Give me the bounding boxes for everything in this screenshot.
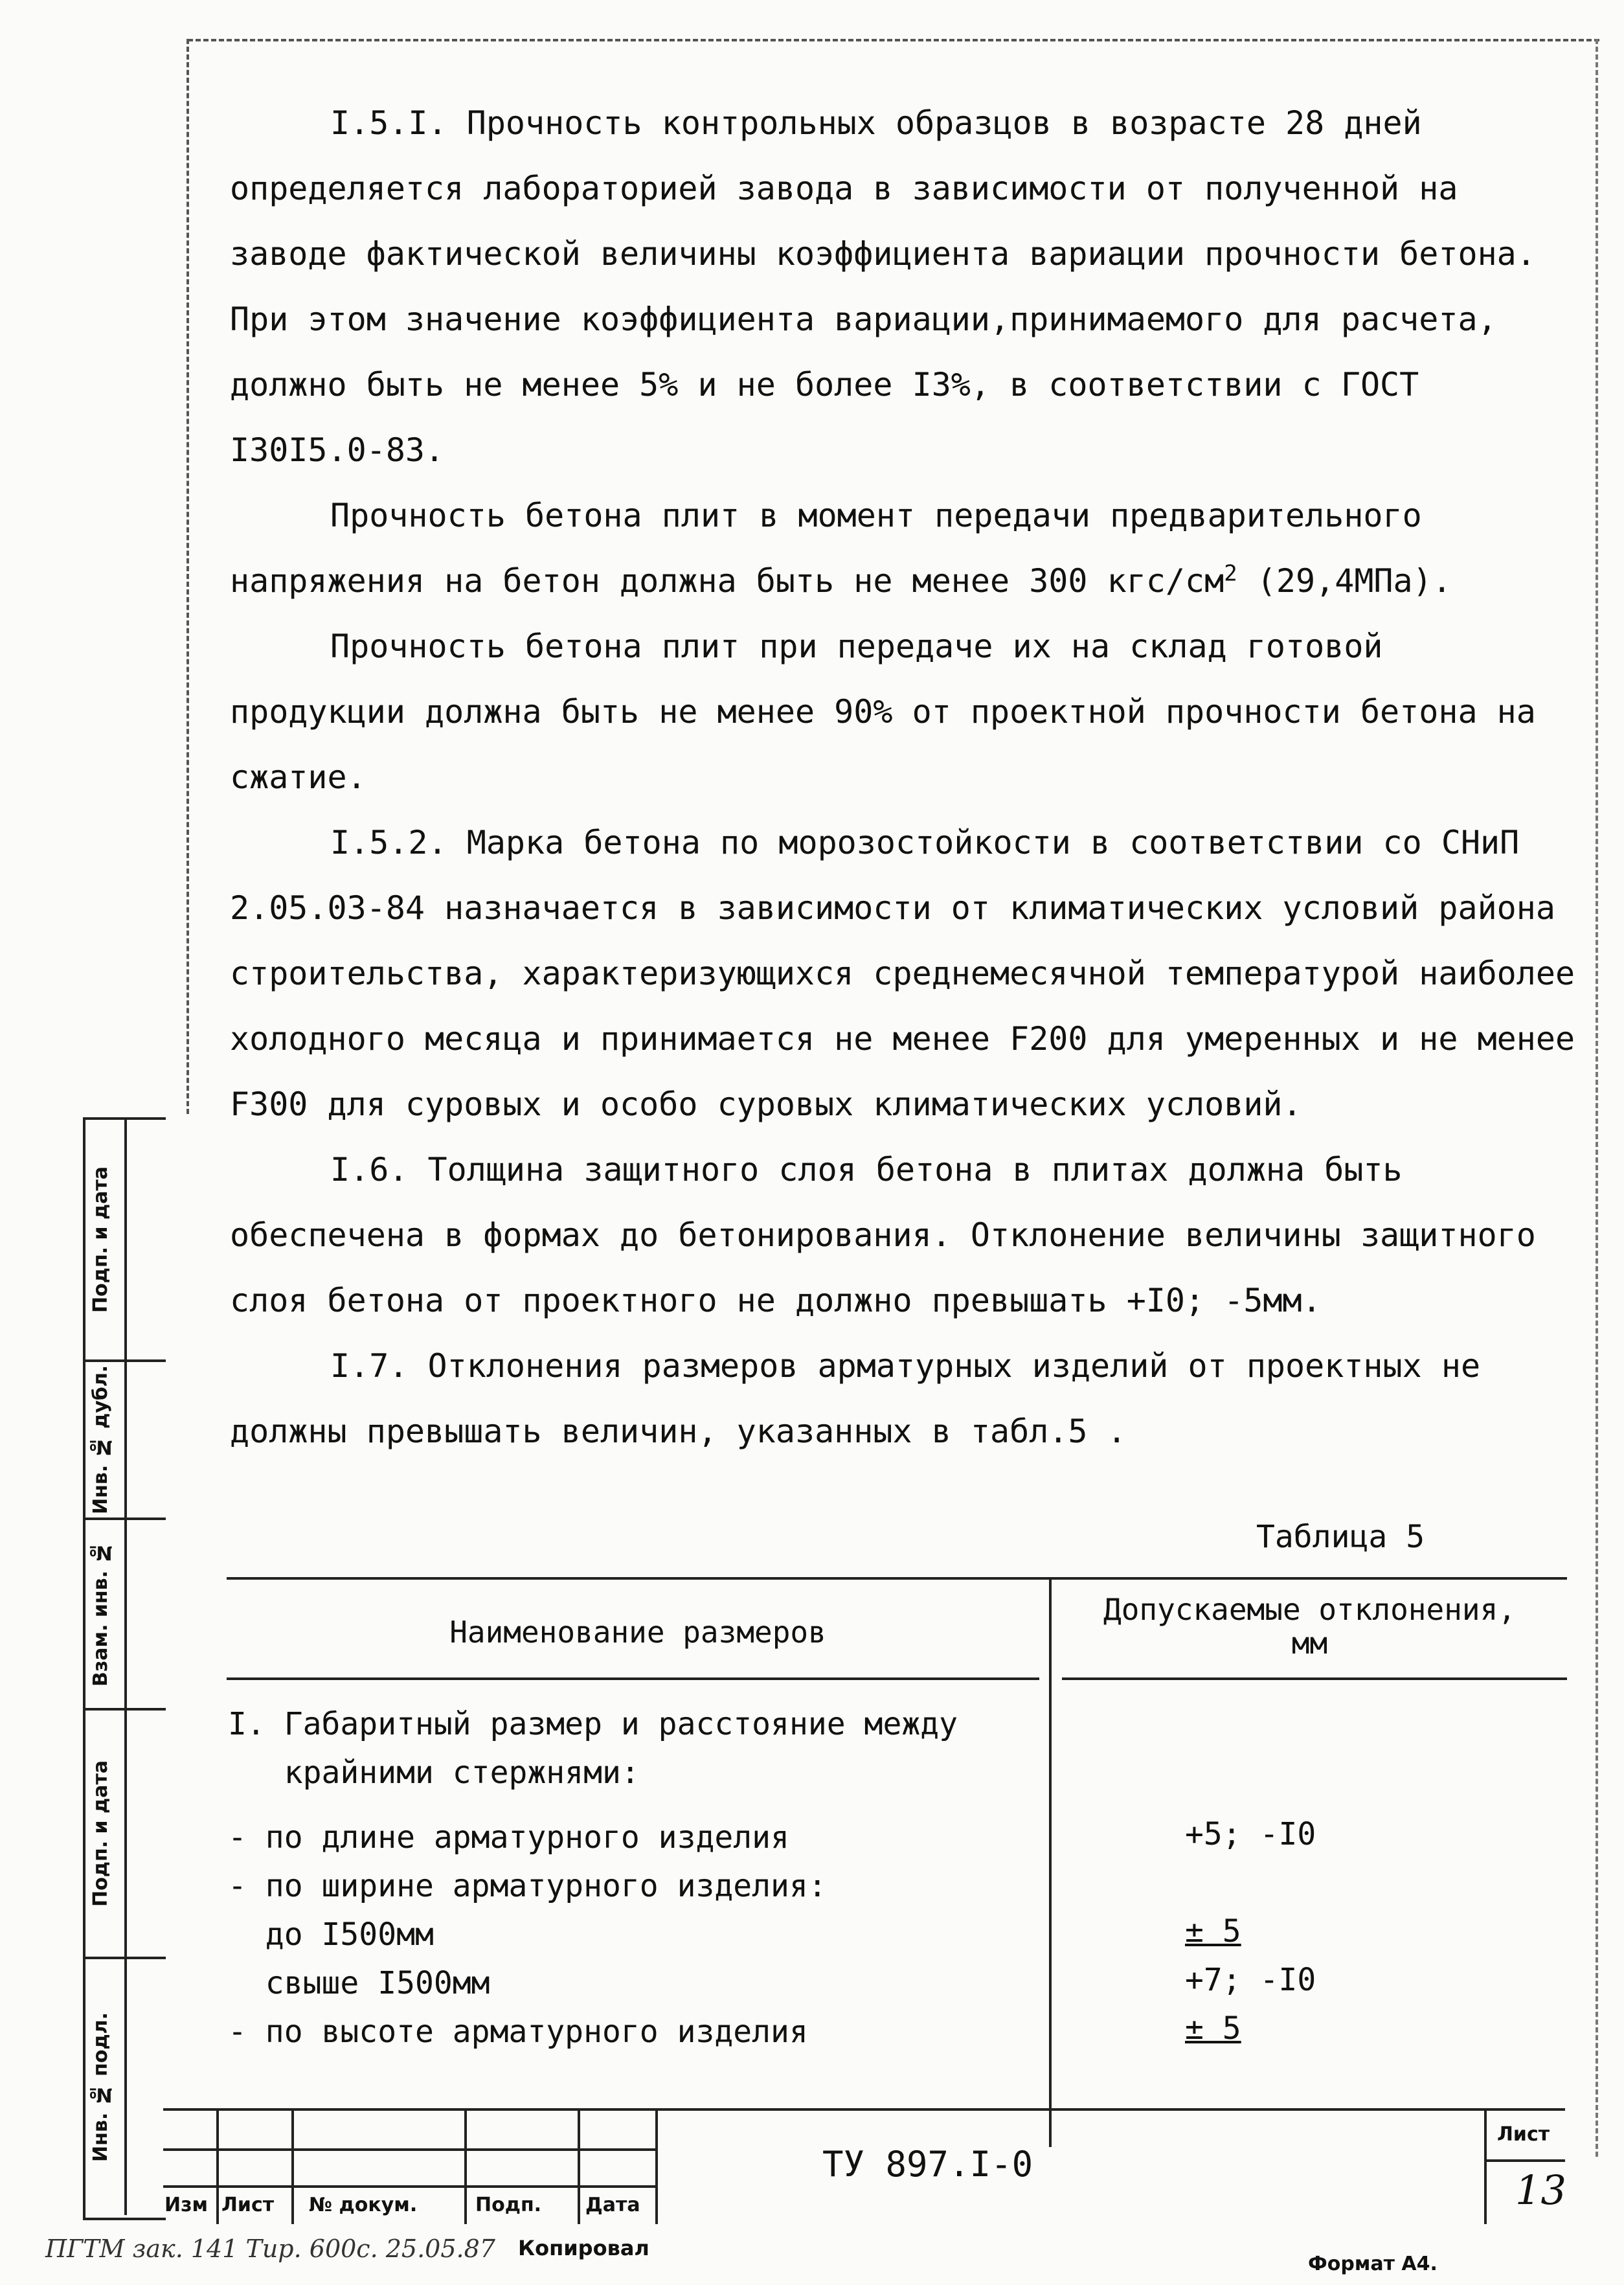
title-block-col-label: Лист <box>221 2194 275 2216</box>
margin-cell-label: Подп. и дата <box>89 1760 112 1907</box>
table-row-label: - по высоте арматурного изделия <box>228 2014 808 2050</box>
table-row-label: I. Габаритный размер и расстояние между <box>228 1706 958 1742</box>
paragraph-1-5-1: I.5.I. Прочность контрольных образцов в возрасте 28 дней определяется лабораторией завода в зависимости от полученной на заводе фактической величины коэффициента вариации прочности бетона. При этом значение коэффициента вариации,принимаемого для расчета, должно быть не менее 5% и не более I3%, в соответствии с ГОСТ I30I5.0-83. <box>230 104 1536 469</box>
title-block-col-label: Изм <box>164 2194 209 2216</box>
frame-top-border <box>188 39 1599 41</box>
table-top-rule <box>227 1577 1567 1580</box>
margin-cell-label: Инв. № подл. <box>89 2012 112 2163</box>
paragraph-1-5-2: I.5.2. Марка бетона по морозостойкости в соответствии со СНиП 2.05.03-84 назначается в зависимости от климатических условий района строительства, характеризующихся среднемесячной температурой наиболее холодного месяца и принимается не менее F200 для умеренных и не менее F300 для суровых и особо суровых климатических условий. <box>230 824 1575 1123</box>
body-text <box>230 91 1577 1464</box>
paragraph-1-6: I.6. Толщина защитного слоя бетона в плитах должна быть обеспечена в формах до бетонирования. Отклонение величины защитного слоя бетона от проектного не должно превышать +I0; -5мм. <box>230 1151 1536 1319</box>
margin-cell <box>85 1362 166 1520</box>
table-header-col1: Наименование размеров <box>449 1615 826 1650</box>
table-row-value: +5; -I0 <box>1185 1816 1316 1852</box>
paragraph-1-7: I.7. Отклонения размеров арматурных изделий от проектных не должны превышать величин, указанных в табл.5 . <box>230 1347 1481 1450</box>
title-block-col-label: Подп. <box>475 2194 542 2216</box>
table-caption: Таблица 5 <box>1256 1519 1425 1555</box>
document-code: ТУ 897.I-0 <box>822 2144 1033 2185</box>
table-header-rule-right <box>1062 1677 1567 1680</box>
frame-left-border <box>186 39 189 1114</box>
paragraph-transfer-strength-text: Прочность бетона плит в момент передачи предварительного напряжения на бетон должна быть не менее 300 кгс/см <box>230 497 1422 600</box>
table-row-label: до I500мм <box>228 1916 434 1953</box>
table-row-value: ± 5 <box>1185 2010 1241 2047</box>
margin-cell <box>85 1520 166 1711</box>
margin-cell-label: Подп. и дата <box>89 1166 112 1313</box>
table-row-label: - по ширине арматурного изделия: <box>228 1868 827 1904</box>
margin-cell <box>85 1711 166 1959</box>
margin-cell-label: Инв. № дубл. <box>89 1365 112 1515</box>
margin-cell-label: Взам. инв. № <box>89 1541 112 1687</box>
sheet-number: 13 <box>1515 2166 1566 2214</box>
table-row-label: - по длине арматурного изделия <box>228 1819 789 1856</box>
sheet-label: Лист <box>1497 2123 1550 2146</box>
paragraph-transfer-strength-tail: (29,4МПа). <box>1237 562 1452 600</box>
table-header-col2-line1: Допускаемые отклонения, <box>1103 1592 1516 1627</box>
table-row-label: крайними стержнями: <box>228 1755 640 1791</box>
superscript-2: 2 <box>1224 560 1237 587</box>
paragraph-warehouse-strength: Прочность бетона плит при передаче их на склад готовой продукции должна быть не менее 90% от проектной прочности бетона на сжатие. <box>230 628 1536 796</box>
table-header-col2-line2: мм <box>1291 1626 1328 1661</box>
copied-label: Копировал <box>518 2236 649 2260</box>
title-block-col-label: Дата <box>585 2194 640 2216</box>
print-order-note: ПГТМ зак. 141 Тир. 600с. 25.05.87 <box>45 2234 495 2263</box>
frame-right-border <box>1596 39 1598 2157</box>
margin-stamp <box>83 1117 166 2220</box>
table-row-value: ± 5 <box>1185 1913 1241 1950</box>
format-label: Формат А4. <box>1308 2253 1438 2275</box>
margin-cell <box>85 1120 166 1362</box>
table-row-value: +7; -I0 <box>1185 1962 1316 1998</box>
table-header-rule-left <box>227 1677 1039 1680</box>
title-block-col-label: № докум. <box>309 2194 418 2216</box>
margin-cell <box>85 1959 166 2215</box>
table-row-label: свыше I500мм <box>228 1965 490 2001</box>
paragraph-transfer-strength <box>230 483 1577 614</box>
table-column-divider <box>1049 1577 1052 2147</box>
